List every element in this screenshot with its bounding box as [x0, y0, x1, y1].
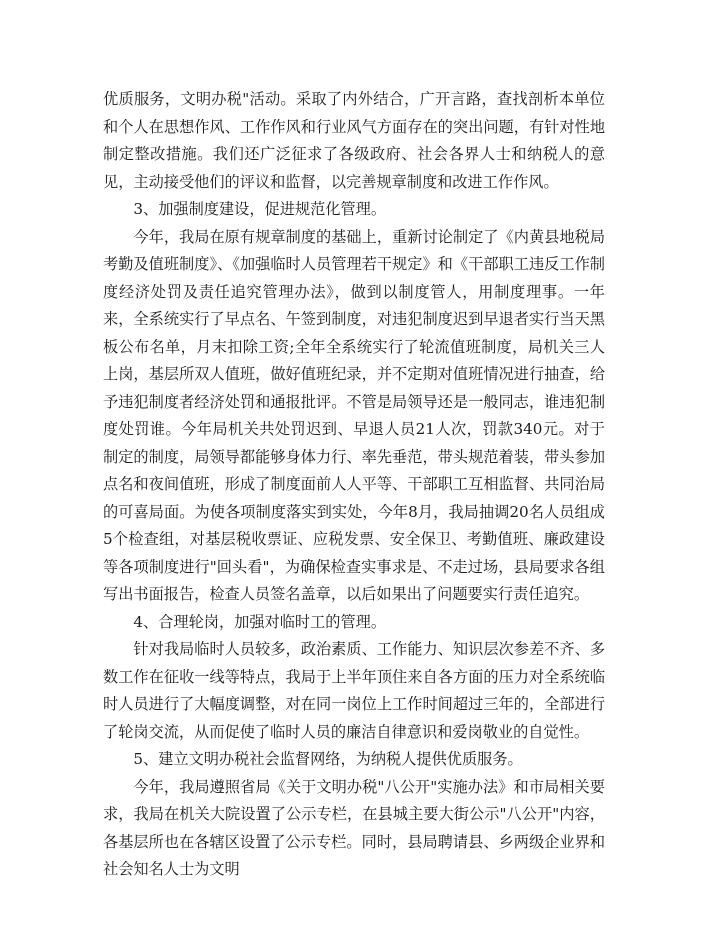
- section-heading-3: 3、加强制度建设，促进规范化管理。: [133, 200, 387, 218]
- document-body: [103, 86, 605, 884]
- section-heading-4: 4、合理轮岗，加强对临时工的管理。: [133, 612, 387, 631]
- paragraph-public-notice: 今年，我局遵照省局《关于文明办税"八公开"实施办法》和市局相关要求，我局在机关大院设置了公示专栏，在县城主要大街公示"八公开"内容，各基层所也在各辖区设置了公示专栏。同时，县局聘请县、乡两级企业界和社会知名人士为文明: [103, 777, 605, 878]
- section-heading-5: 5、建立文明办税社会监督网络，为纳税人提供优质服务。: [133, 750, 523, 768]
- paragraph-temp-staff: 针对我局临时人员较多，政治素质、工作能力、知识层次参差不齐、多数工作在征收一线等特点，我局于上半年顶住来自各方面的压力对全系统临时人员进行了大幅度调整，对在同一岗位上工作时间超过三年的，全部进行了轮岗交流，从而促使了临时人员的廉洁自律意识和爱岗敬业的自觉性。: [103, 640, 605, 741]
- paragraph-system-rules: 今年，我局在原有规章制度的基础上，重新讨论制定了《内黄县地税局考勤及值班制度》、《加强临时人员管理若干规定》和《干部职工违反工作制度经济处罚及责任追究管理办法》，做到以制度管人，用制度理事。一年来，全系统实行了早点名、午签到制度，对违犯制度迟到早退者实行当天黑板公布名单，月末扣除工资;全年全系统实行了轮流值班制度，局机关三人上岗，基层所双人值班，做好值班纪录，并不定期对值班情况进行抽查，给予违犯制度者经济处罚和通报批评。不管是局领导还是一般同志，谁违犯制度处罚谁。今年局机关共处罚迟到、早退人员21人次，罚款340元。对于制定的制度，局领导都能够身体力行、率先垂范，带头规范着装，带头参加点名和夜间值班，形成了制度面前人人平等、干部职工互相监督、共同治局的可喜局面。为使各项制度落实到实处，今年8月，我局抽调20名人员组成5个检查组，对基层税收票证、应税发票、安全保卫、考勤值班、廉政建设等各项制度进行"回头看"，为确保检查实事求是、不走过场，县局要求各组写出书面报告，检查人员签名盖章，以后如果出了问题要实行责任追究。: [103, 227, 605, 603]
- paragraph-continuation: 优质服务，文明办税"活动。采取了内外结合，广开言路，查找剖析本单位和个人在思想作风、工作作风和行业风气方面存在的突出问题，有针对性地制定整改措施。我们还广泛征求了各级政府、社会各界人士和纳税人的意见，主动接受他们的评议和监督，以完善规章制度和改进工作作风。: [103, 90, 605, 191]
